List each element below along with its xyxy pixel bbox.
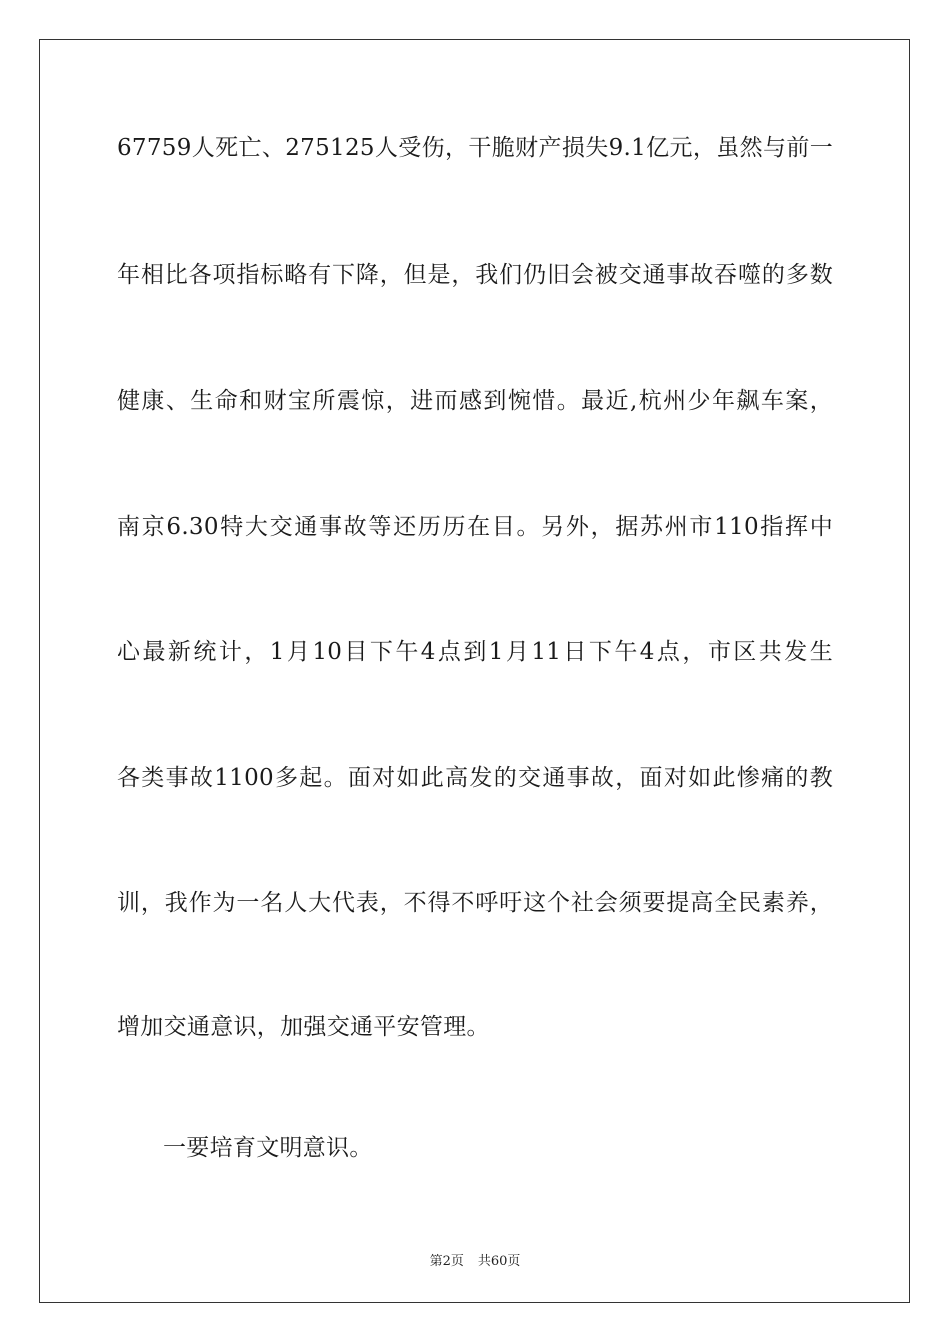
- paragraph-line: 67759人死亡、275125人受伤，干脆财产损失9.1亿元，虽然与前一: [117, 135, 833, 161]
- paragraph-line: 增加交通意识，加强交通平安管理。: [117, 1014, 490, 1040]
- paragraph-line: 心最新统计，1月10目下午4点到1月11日下午4点，市区共发生: [117, 639, 833, 665]
- page-footer: [0, 1250, 950, 1269]
- paragraph-line: 南京6.30特大交通事故等还历历在目。另外，据苏州市110指挥中: [117, 514, 833, 540]
- page-frame: [39, 39, 910, 1303]
- paragraph-line: 健康、生命和财宝所震惊，进而感到惋惜。最近,杭州少年飙车案，: [117, 388, 833, 414]
- section-heading: 一要培育文明意识。: [163, 1135, 373, 1161]
- paragraph-line: 训，我作为一名人大代表，不得不呼吁这个社会须要提高全民素养，: [117, 890, 833, 916]
- paragraph-line: 各类事故1100多起。面对如此高发的交通事故，面对如此惨痛的教: [117, 765, 833, 791]
- page-number: 第2页: [429, 1254, 464, 1269]
- page-total: 共60页: [477, 1254, 521, 1269]
- paragraph-line: 年相比各项指标略有下降，但是，我们仍旧会被交通事故吞噬的多数: [117, 262, 833, 288]
